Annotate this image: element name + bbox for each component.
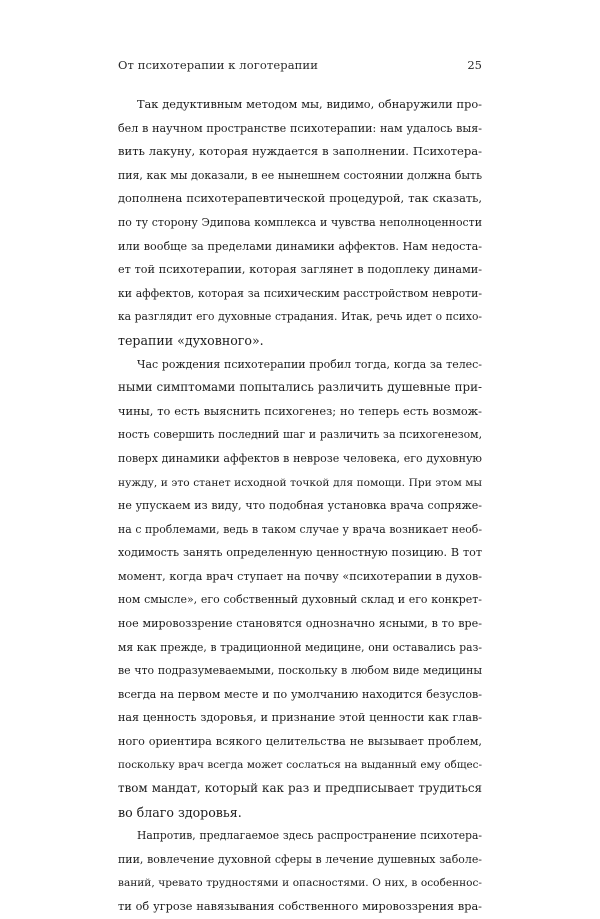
running-title: От психотерапии к логотерапии (118, 58, 318, 72)
text-line: ве что подразумеваемыми, поскольку в любом виде медицины (118, 664, 482, 678)
text-line: Так дедуктивным методом мы, видимо, обнаружили про- (137, 97, 482, 111)
text-line: не упускаем из виду, что подобная установка врача сопряже- (118, 499, 482, 513)
text-line: на с проблемами, ведь в таком случае у врача возникает необ- (118, 522, 482, 536)
text-line: по ту сторону Эдипова комплекса и чувства неполноценности (118, 215, 482, 229)
text-line: вить лакуну, которая нуждается в заполнении. Психотера- (118, 144, 482, 159)
text-line: во благо здоровья. (118, 804, 242, 820)
text-line: или вообще за пределами динамики аффектов. Нам недоста- (118, 239, 482, 253)
text-line: момент, когда врач ступает на почву «психотерапии в духов- (118, 569, 482, 583)
paragraph (118, 353, 482, 825)
text-line: ность совершить последний шаг и различить за психогенезом, (118, 428, 482, 442)
running-header (118, 56, 482, 74)
text-line: ки аффектов, которая за психическим расстройством невроти- (118, 286, 482, 300)
text-line: пии, вовлечение духовной сферы в лечение душевных заболе- (118, 853, 482, 866)
text-line: дополнена психотерапевтической процедурой, так сказать, (118, 191, 482, 206)
text-line: Напротив, предлагаемое здесь распространение психотера- (137, 829, 482, 843)
text-line: нужду, и это станет исходной точкой для помощи. При этом мы (118, 475, 482, 489)
text-line: ет той психотерапии, которая заглянет в подоплеку динами- (118, 263, 482, 277)
text-line: поверх динамики аффектов в неврозе человека, его духовную (118, 451, 482, 465)
text-line: ное мировоззрение становятся однозначно ясными, в то вре- (118, 617, 482, 631)
text-line: пия, как мы доказали, в ее нынешнем состоянии должна быть (118, 168, 482, 182)
text-line: терапии «духовного». (118, 332, 264, 348)
text-line: ваний, чревато трудностями и опасностями. О них, в особеннос- (118, 876, 482, 889)
text-line: ном смысле», его собственный духовный склад и его конкрет- (118, 593, 482, 607)
paragraph (118, 93, 482, 353)
page-number: 25 (467, 58, 482, 72)
text-line: бел в научном пространстве психотерапии: нам удалось выя- (118, 121, 482, 135)
text-line: ная ценность здоровья, и признание этой ценности как глав- (118, 711, 482, 725)
text-line: ного ориентира всякого целительства не вызывает проблем, (118, 735, 482, 749)
text-line: ти об угрозе навязывания собственного мировоззрения вра- (118, 900, 482, 914)
text-line: ходимость занять определенную ценностную позицию. В тот (118, 546, 482, 560)
text-line: ка разглядит его духовные страдания. Итак, речь идет о психо- (118, 310, 482, 324)
text-line: поскольку врач всегда может сослаться на выданный ему общес- (118, 758, 482, 771)
text-line: всегда на первом месте и по умолчанию находится безуслов- (118, 687, 482, 701)
text-line: чины, то есть выяснить психогенез; но теперь есть возмож- (118, 403, 482, 418)
text-line: мя как прежде, в традиционной медицине, они оставались раз- (118, 640, 482, 654)
paragraph (118, 824, 482, 918)
text-line: Час рождения психотерапии пробил тогда, когда за телес- (137, 357, 482, 371)
body-text (118, 93, 482, 919)
text-line: ными симптомами попытались различить душевные при- (118, 380, 482, 395)
text-line: твом мандат, который как раз и предписывает трудиться (118, 781, 482, 796)
